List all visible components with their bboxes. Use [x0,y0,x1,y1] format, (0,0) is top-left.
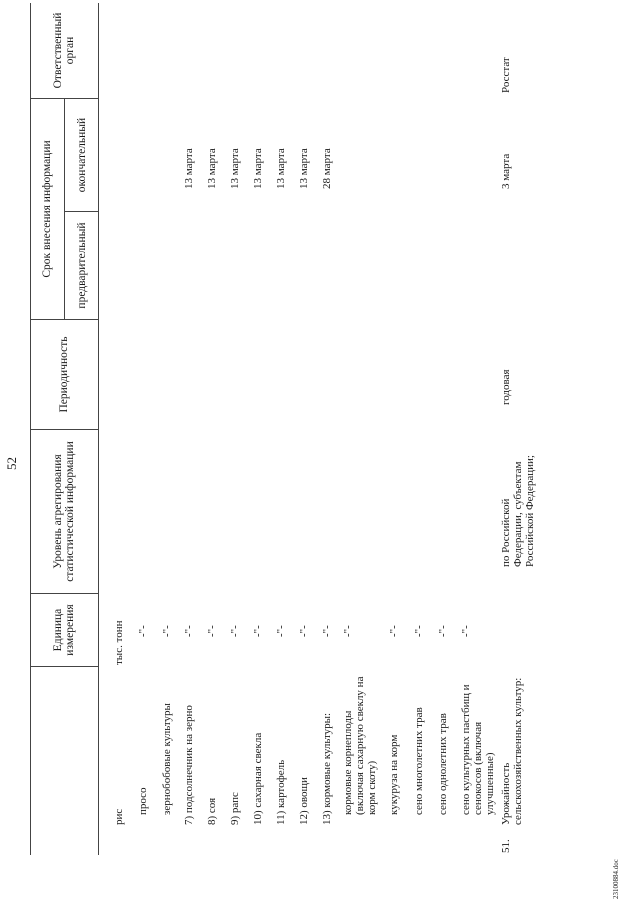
row-millet-indicator: просо [137,787,149,815]
row-rapeseed-unit: -"- [229,625,241,637]
row-51-aggregation-level: по Российской Федерации, субъектам Российской Федерации; [500,455,536,567]
header-final: окончательный [75,117,88,193]
row-vegetables-indicator: 12) овощи [298,777,310,825]
header-aggregation-level: Уровень агрегирования статистической информации [52,441,76,582]
header-responsible: Ответственный орган [52,12,76,89]
row-fodder-roots-indicator: кормовые корнеплоды (включая сахарную свеклу на корм скоту) [342,676,378,815]
row-pasture-hay-unit: -"- [460,625,472,637]
footer-filename: 23100884.doc [612,859,620,899]
row-corn-fodder-indicator: кукуруза на корм [388,734,400,815]
row-fodder-final: 28 марта [321,148,333,189]
row-perennial-hay-unit: -"- [413,625,425,637]
row-fodder-roots-unit: -"- [342,625,354,637]
row-potato-indicator: 11) картофель [275,759,287,825]
row-51-indicator: Урожайность сельскохозяйственных культур: [500,677,524,825]
row-sunflower-indicator: 7) подсолнечник на зерно [183,705,195,825]
row-fodder-unit: -"- [321,625,333,637]
row-51-final: 3 марта [500,153,512,189]
row-pasture-hay-indicator: сено культурных пастбищ и сенокосов (включая улучшенные) [460,684,496,815]
page-number: 52 [4,457,19,470]
row-soy-final: 13 марта [206,148,218,189]
header-deadline: Срок внесения информации [41,140,53,278]
row-soy-unit: -"- [206,625,218,637]
row-rapeseed-indicator: 9) рапс [229,792,241,825]
header-indicator [30,667,98,855]
header-preliminary: предварительный [75,222,88,309]
header-periodicity: Периодичность [58,336,70,413]
row-sunflower-final: 13 марта [183,148,195,189]
row-rice-unit: тыс. тонн [113,620,125,665]
row-millet-unit: -"- [137,625,149,637]
row-51-responsible: Росстат [500,57,512,93]
row-legumes-unit: -"- [161,625,173,637]
header-bottom-rule [98,3,99,855]
row-51-periodicity: годовая [500,369,512,405]
row-sugarbeet-unit: -"- [252,625,264,637]
row-sunflower-unit: -"- [183,625,195,637]
header-unit: Единица измерения [52,604,76,656]
row-perennial-hay-indicator: сено многолетних трав [413,707,425,815]
row-vegetables-final: 13 марта [298,148,310,189]
row-sugarbeet-final: 13 марта [252,148,264,189]
row-potato-unit: -"- [275,625,287,637]
row-rice-indicator: рис [113,808,125,825]
row-potato-final: 13 марта [275,148,287,189]
row-fodder-indicator: 13) кормовые культуры: [321,712,333,825]
row-annual-hay-indicator: сено однолетних трав [437,713,449,815]
row-annual-hay-unit: -"- [437,625,449,637]
row-sugarbeet-indicator: 10) сахарная свекла [252,732,264,825]
row-soy-indicator: 8) соя [206,797,218,825]
row-corn-fodder-unit: -"- [388,625,400,637]
row-rapeseed-final: 13 марта [229,148,241,189]
row-legumes-indicator: зернобобовые культуры [161,703,173,815]
row-51-number: 51. [500,839,512,853]
row-vegetables-unit: -"- [298,625,310,637]
